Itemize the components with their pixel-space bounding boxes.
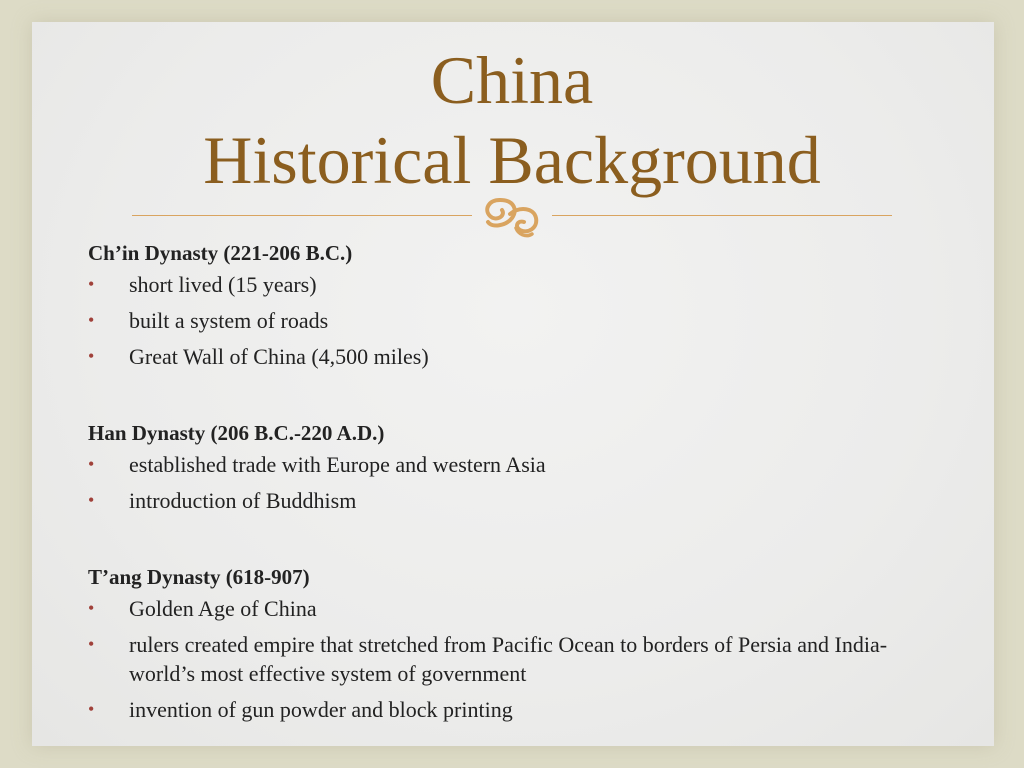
list-item [88, 270, 948, 299]
list-item [88, 630, 948, 688]
list-item [88, 450, 948, 479]
bullet-icon: • [88, 310, 95, 330]
list-item-text: Great Wall of China (4,500 miles) [129, 344, 429, 369]
section-chin [88, 236, 948, 371]
list-item-text: Golden Age of China [129, 596, 317, 621]
swirl-ornament-icon [470, 188, 554, 240]
list-item [88, 594, 948, 623]
bullet-icon: • [88, 346, 95, 366]
bullet-list [88, 270, 948, 371]
title-divider-right [552, 215, 892, 216]
bullet-icon: • [88, 490, 95, 510]
bullet-icon: • [88, 634, 95, 654]
bullet-icon: • [88, 699, 95, 719]
slide-body [88, 236, 948, 731]
title-divider-left [132, 215, 472, 216]
list-item [88, 306, 948, 335]
section-spacer [88, 378, 948, 416]
section-heading: Han Dynasty (206 B.C.-220 A.D.) [88, 421, 385, 445]
list-item [88, 342, 948, 371]
list-item-text: built a system of roads [129, 308, 329, 333]
list-item [88, 695, 948, 724]
list-item-text: invention of gun powder and block printing [129, 697, 513, 722]
bullet-list [88, 450, 948, 515]
section-spacer [88, 522, 948, 560]
list-item-text: established trade with Europe and western Asia [129, 452, 546, 477]
bullet-icon: • [88, 274, 95, 294]
section-heading: Ch’in Dynasty (221-206 B.C.) [88, 241, 353, 265]
section-han [88, 416, 948, 515]
bullet-icon: • [88, 598, 95, 618]
section-tang [88, 560, 948, 724]
bullet-icon: • [88, 454, 95, 474]
list-item [88, 486, 948, 515]
slide-title [0, 40, 1024, 200]
list-item-text: short lived (15 years) [129, 272, 317, 297]
list-item-text: rulers created empire that stretched from Pacific Ocean to borders of Persia and India- world’s most effective system of government [129, 632, 888, 686]
section-heading: T’ang Dynasty (618-907) [88, 565, 310, 589]
list-item-text: introduction of Buddhism [129, 488, 357, 513]
title-line-2: Historical Background [203, 122, 821, 198]
title-line-1: China [430, 42, 594, 118]
bullet-list [88, 594, 948, 724]
